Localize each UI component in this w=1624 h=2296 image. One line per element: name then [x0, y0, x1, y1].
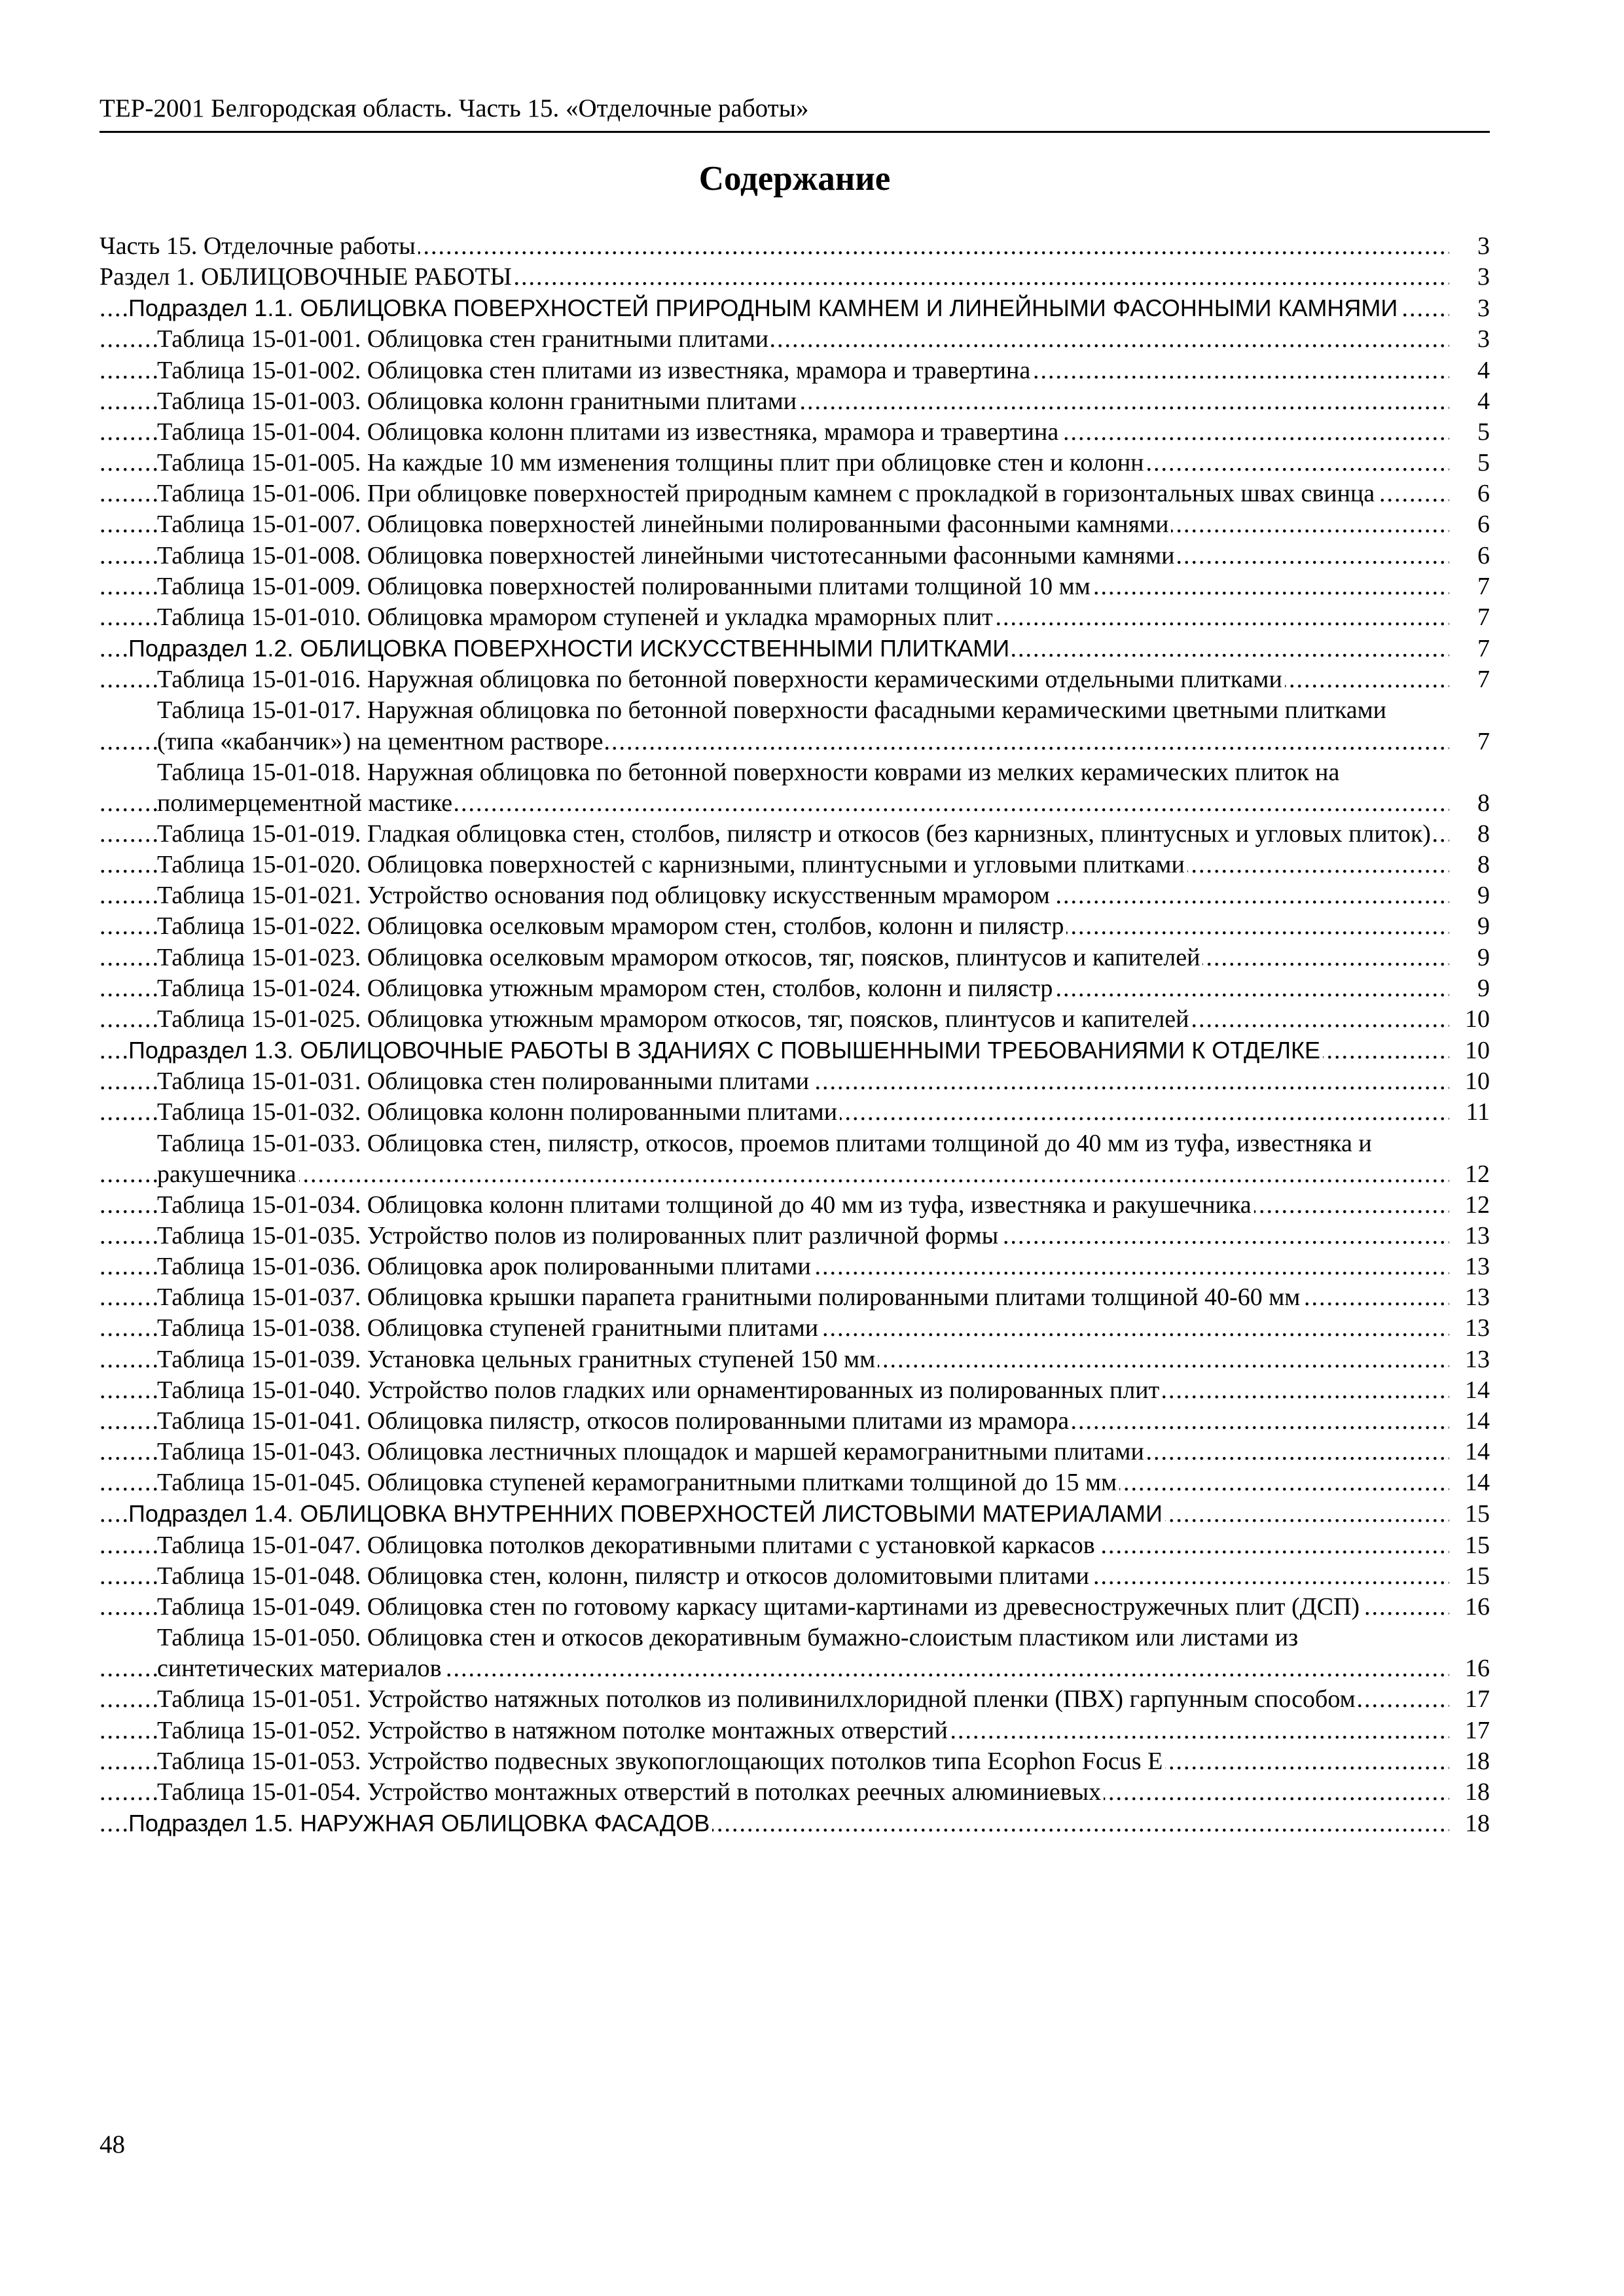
- toc-entry[interactable]: [99, 417, 1490, 448]
- toc-entry[interactable]: [99, 324, 1490, 355]
- toc-entry-title: Таблица 15-01-034. Облицовка колонн плитами толщиной до 40 мм из туфа, известняка и ракушечника: [157, 1191, 1254, 1219]
- table-of-contents: [99, 231, 1490, 1839]
- toc-entry[interactable]: [99, 1251, 1490, 1282]
- toc-entry-title: Таблица 15-01-053. Устройство подвесных звукопоглощающих потолков типа Ecophon Focus E: [157, 1748, 1165, 1775]
- running-header: ТЕР-2001 Белгородская область. Часть 15. «Отделочные работы»: [99, 92, 1490, 133]
- toc-entry[interactable]: [99, 448, 1490, 478]
- toc-entry-page: 16: [1449, 1592, 1490, 1623]
- toc-entry-title: Раздел 1. ОБЛИЦОВОЧНЫЕ РАБОТЫ: [99, 263, 514, 291]
- toc-entry-page: 17: [1449, 1715, 1490, 1746]
- toc-entry-page: 17: [1449, 1684, 1490, 1715]
- toc-entry[interactable]: [99, 1221, 1490, 1251]
- toc-entry-title: Таблица 15-01-008. Облицовка поверхностей линейными чистотесанными фасонными камнями: [157, 542, 1178, 569]
- toc-entry-page: 13: [1449, 1344, 1490, 1375]
- toc-entry-page: 15: [1449, 1499, 1490, 1530]
- toc-entry[interactable]: [99, 1344, 1490, 1375]
- toc-entry-page: 7: [1449, 664, 1490, 695]
- toc-entry[interactable]: [99, 1808, 1490, 1839]
- dot-leader: [99, 1159, 1449, 1190]
- toc-entry[interactable]: [99, 1746, 1490, 1777]
- toc-entry-page: 9: [1449, 880, 1490, 911]
- toc-entry-title: Таблица 15-01-006. При облицовке поверхностей природным камнем с прокладкой в горизонтальных швах свинца: [157, 480, 1377, 507]
- toc-entry-title: Таблица 15-01-025. Облицовка утюжным мрамором откосов, тяг, поясков, плинтусов и капителей: [157, 1005, 1191, 1033]
- toc-entry[interactable]: [99, 1128, 1490, 1190]
- toc-entry[interactable]: [99, 1375, 1490, 1406]
- toc-entry-page: 5: [1449, 448, 1490, 478]
- toc-entry[interactable]: [99, 911, 1490, 942]
- toc-entry-page: 9: [1449, 942, 1490, 973]
- toc-entry[interactable]: [99, 1777, 1490, 1808]
- toc-entry-page: 5: [1449, 417, 1490, 448]
- toc-entry[interactable]: [99, 386, 1490, 417]
- toc-entry[interactable]: [99, 819, 1490, 850]
- page-number: 48: [99, 2130, 125, 2159]
- toc-entry-title: Подраздел 1.5. НАРУЖНАЯ ОБЛИЦОВКА ФАСАДОВ: [128, 1810, 712, 1837]
- toc-entry-page: 3: [1449, 293, 1490, 324]
- toc-entry[interactable]: [99, 1406, 1490, 1437]
- toc-entry[interactable]: [99, 509, 1490, 540]
- toc-entry-page: 10: [1449, 1004, 1490, 1035]
- toc-entry-page: 13: [1449, 1251, 1490, 1282]
- toc-entry-page: 12: [1449, 1190, 1490, 1221]
- toc-entry-page: 6: [1449, 478, 1490, 509]
- toc-entry[interactable]: [99, 1684, 1490, 1715]
- toc-entry[interactable]: [99, 355, 1490, 386]
- toc-entry-page: 18: [1449, 1746, 1490, 1777]
- toc-entry-title: Таблица 15-01-022. Облицовка оселковым мрамором стен, столбов, колонн и пилястр: [157, 912, 1066, 940]
- toc-entry-title: Таблица 15-01-004. Облицовка колонн плитами из известняка, мрамора и травертина: [157, 418, 1061, 446]
- toc-entry-title: Таблица 15-01-054. Устройство монтажных отверстий в потолках реечных алюминиевых: [157, 1778, 1104, 1806]
- toc-entry[interactable]: [99, 1467, 1490, 1498]
- toc-entry[interactable]: [99, 1498, 1490, 1530]
- toc-entry-title: Таблица 15-01-052. Устройство в натяжном потолке монтажных отверстий: [157, 1717, 950, 1744]
- toc-entry[interactable]: [99, 231, 1490, 262]
- toc-entry-page: 18: [1449, 1777, 1490, 1808]
- toc-entry-title: Подраздел 1.4. ОБЛИЦОВКА ВНУТРЕННИХ ПОВЕРХНОСТЕЙ ЛИСТОВЫМИ МАТЕРИАЛАМИ: [128, 1500, 1165, 1527]
- toc-entry-page: 15: [1449, 1530, 1490, 1561]
- toc-entry[interactable]: [99, 1592, 1490, 1623]
- toc-entry-title: Таблица 15-01-016. Наружная облицовка по бетонной поверхности керамическими отдельными плитками: [157, 666, 1285, 693]
- toc-entry[interactable]: [99, 602, 1490, 633]
- toc-entry-page: 7: [1449, 726, 1490, 757]
- toc-entry-title: Таблица 15-01-039. Установка цельных гранитных ступеней 150 мм: [157, 1346, 878, 1373]
- toc-entry-page: 12: [1449, 1159, 1490, 1190]
- toc-entry-page: 8: [1449, 819, 1490, 850]
- toc-entry[interactable]: [99, 1561, 1490, 1592]
- toc-entry-title: Подраздел 1.3. ОБЛИЦОВОЧНЫЕ РАБОТЫ В ЗДАНИЯХ С ПОВЫШЕННЫМИ ТРЕБОВАНИЯМИ К ОТДЕЛКЕ: [128, 1037, 1323, 1064]
- toc-entry[interactable]: [99, 571, 1490, 602]
- toc-entry[interactable]: [99, 262, 1490, 293]
- toc-entry[interactable]: [99, 1530, 1490, 1561]
- toc-entry-title: Подраздел 1.2. ОБЛИЦОВКА ПОВЕРХНОСТИ ИСКУССТВЕННЫМИ ПЛИТКАМИ: [128, 635, 1012, 662]
- toc-entry-title: Таблица 15-01-002. Облицовка стен плитами из известняка, мрамора и травертина: [157, 357, 1033, 384]
- page-title: Содержание: [698, 160, 891, 198]
- toc-entry[interactable]: [99, 973, 1490, 1004]
- toc-entry-title: Таблица 15-01-049. Облицовка стен по готовому каркасу щитами-картинами из древесностружечных плит (ДСП): [157, 1593, 1362, 1621]
- toc-entry-title: Таблица 15-01-010. Облицовка мрамором ступеней и укладка мраморных плит: [157, 603, 996, 631]
- toc-entry-page: 14: [1449, 1375, 1490, 1406]
- toc-entry-title: Таблица 15-01-038. Облицовка ступеней гранитными плитами: [157, 1314, 821, 1342]
- toc-entry-title: Таблица 15-01-021. Устройство основания под облицовку искусственным мрамором: [157, 882, 1053, 909]
- toc-entry-title: Таблица 15-01-043. Облицовка лестничных площадок и маршей керамогранитными плитами: [157, 1438, 1147, 1465]
- toc-entry[interactable]: [99, 293, 1490, 324]
- toc-entry-title: Таблица 15-01-024. Облицовка утюжным мрамором стен, столбов, колонн и пилястр: [157, 975, 1055, 1002]
- toc-entry-page: 3: [1449, 262, 1490, 293]
- toc-entry[interactable]: [99, 1035, 1490, 1066]
- toc-entry[interactable]: [99, 633, 1490, 664]
- toc-entry-page: 6: [1449, 541, 1490, 571]
- toc-entry-page: 4: [1449, 386, 1490, 417]
- toc-entry-page: 13: [1449, 1282, 1490, 1313]
- toc-entry-title: Таблица 15-01-050. Облицовка стен и откосов декоративным бумажно-слоистым пластиком или листами из синтетических материалов: [157, 1624, 1299, 1683]
- toc-entry-title: Подраздел 1.1. ОБЛИЦОВКА ПОВЕРХНОСТЕЙ ПРИРОДНЫМ КАМНЕМ И ЛИНЕЙНЫМИ ФАСОННЫМИ КАМНЯМИ: [128, 295, 1400, 321]
- toc-entry[interactable]: [99, 1437, 1490, 1467]
- toc-entry-page: 9: [1449, 911, 1490, 942]
- toc-entry-page: 9: [1449, 973, 1490, 1004]
- toc-entry[interactable]: [99, 1004, 1490, 1035]
- toc-entry[interactable]: [99, 850, 1490, 880]
- toc-entry-page: 7: [1449, 634, 1490, 664]
- toc-entry-title: Таблица 15-01-031. Облицовка стен полированными плитами: [157, 1067, 812, 1095]
- toc-entry[interactable]: [99, 1097, 1490, 1128]
- toc-entry-title: Таблица 15-01-035. Устройство полов из полированных плит различной формы: [157, 1222, 1001, 1249]
- toc-entry-title: Таблица 15-01-003. Облицовка колонн гранитными плитами: [157, 387, 799, 415]
- toc-entry-page: 7: [1449, 571, 1490, 602]
- toc-entry-title: Таблица 15-01-001. Облицовка стен гранитными плитами: [157, 325, 771, 353]
- toc-entry[interactable]: [99, 1066, 1490, 1097]
- toc-entry-title: Таблица 15-01-023. Облицовка оселковым мрамором откосов, тяг, поясков, плинтусов и капителей: [157, 944, 1202, 971]
- toc-entry[interactable]: [99, 478, 1490, 509]
- toc-entry-page: 14: [1449, 1406, 1490, 1437]
- toc-entry-title: Таблица 15-01-041. Облицовка пилястр, откосов полированными плитами из мрамора: [157, 1407, 1072, 1435]
- toc-entry[interactable]: [99, 1313, 1490, 1344]
- toc-entry-page: 3: [1449, 324, 1490, 355]
- toc-entry-page: 13: [1449, 1221, 1490, 1251]
- toc-entry-page: 15: [1449, 1561, 1490, 1592]
- toc-entry-title: Часть 15. Отделочные работы: [99, 232, 418, 260]
- toc-entry-title: Таблица 15-01-018. Наружная облицовка по бетонной поверхности коврами из мелких керамических плиток на полимерцементной мастике: [157, 758, 1340, 817]
- toc-entry[interactable]: [99, 695, 1490, 757]
- toc-entry-page: 6: [1449, 509, 1490, 540]
- toc-entry-page: 10: [1449, 1035, 1490, 1066]
- toc-entry[interactable]: [99, 1715, 1490, 1746]
- toc-entry-page: 13: [1449, 1313, 1490, 1344]
- toc-entry-title: Таблица 15-01-036. Облицовка арок полированными плитами: [157, 1253, 814, 1280]
- toc-entry-title: Таблица 15-01-007. Облицовка поверхностей линейными полированными фасонными камнями: [157, 511, 1171, 538]
- toc-entry[interactable]: [99, 880, 1490, 911]
- toc-entry-title: Таблица 15-01-017. Наружная облицовка по бетонной поверхности фасадными керамическими цветными плитками (типа «кабанчик») на цементном растворе: [157, 696, 1386, 755]
- toc-entry-page: 11: [1449, 1097, 1490, 1128]
- toc-entry-title: Таблица 15-01-020. Облицовка поверхностей с карнизными, плинтусными и угловыми плитками: [157, 851, 1187, 878]
- toc-entry[interactable]: [99, 757, 1490, 819]
- toc-entry-title: Таблица 15-01-032. Облицовка колонн полированными плитами: [157, 1098, 840, 1126]
- toc-entry-title: Таблица 15-01-009. Облицовка поверхностей полированными плитами толщиной 10 мм: [157, 573, 1093, 600]
- toc-entry-page: 14: [1449, 1437, 1490, 1467]
- toc-entry-title: Таблица 15-01-051. Устройство натяжных потолков из поливинилхлоридной пленки (ПВХ) гарпунным способом: [157, 1685, 1358, 1713]
- toc-entry[interactable]: [99, 664, 1490, 695]
- toc-entry-title: Таблица 15-01-045. Облицовка ступеней керамогранитными плитками толщиной до 15 мм: [157, 1469, 1119, 1496]
- toc-entry-page: 10: [1449, 1066, 1490, 1097]
- toc-entry-page: 18: [1449, 1808, 1490, 1839]
- toc-entry-page: 8: [1449, 850, 1490, 880]
- toc-entry-page: 3: [1449, 231, 1490, 262]
- toc-entry-title: Таблица 15-01-037. Облицовка крышки парапета гранитными полированными плитами толщиной 40-60 мм: [157, 1283, 1303, 1311]
- toc-entry-page: 4: [1449, 355, 1490, 386]
- toc-entry-title: Таблица 15-01-005. На каждые 10 мм изменения толщины плит при облицовке стен и колонн: [157, 449, 1147, 476]
- toc-entry[interactable]: [99, 541, 1490, 571]
- toc-entry[interactable]: [99, 942, 1490, 973]
- toc-entry[interactable]: [99, 1190, 1490, 1221]
- toc-entry-page: 7: [1449, 602, 1490, 633]
- toc-entry-title: Таблица 15-01-019. Гладкая облицовка стен, столбов, пилястр и откосов (без карнизных, плинтусных и угловых плиток): [157, 820, 1434, 848]
- toc-entry[interactable]: [99, 1282, 1490, 1313]
- toc-entry-title: Таблица 15-01-047. Облицовка потолков декоративными плитами с установкой каркасов: [157, 1532, 1098, 1559]
- toc-entry-title: Таблица 15-01-048. Облицовка стен, колонн, пилястр и откосов доломитовыми плитами: [157, 1562, 1092, 1590]
- toc-entry-page: 16: [1449, 1653, 1490, 1684]
- toc-entry-page: 14: [1449, 1467, 1490, 1498]
- toc-entry-title: Таблица 15-01-040. Устройство полов гладких или орнаментированных из полированных плит: [157, 1376, 1162, 1404]
- toc-entry-page: 8: [1449, 788, 1490, 819]
- toc-entry[interactable]: [99, 1623, 1490, 1684]
- toc-entry-title: Таблица 15-01-033. Облицовка стен, пилястр, откосов, проемов плитами толщиной до 40 мм из туфа, известняка и ракушечника: [157, 1129, 1372, 1188]
